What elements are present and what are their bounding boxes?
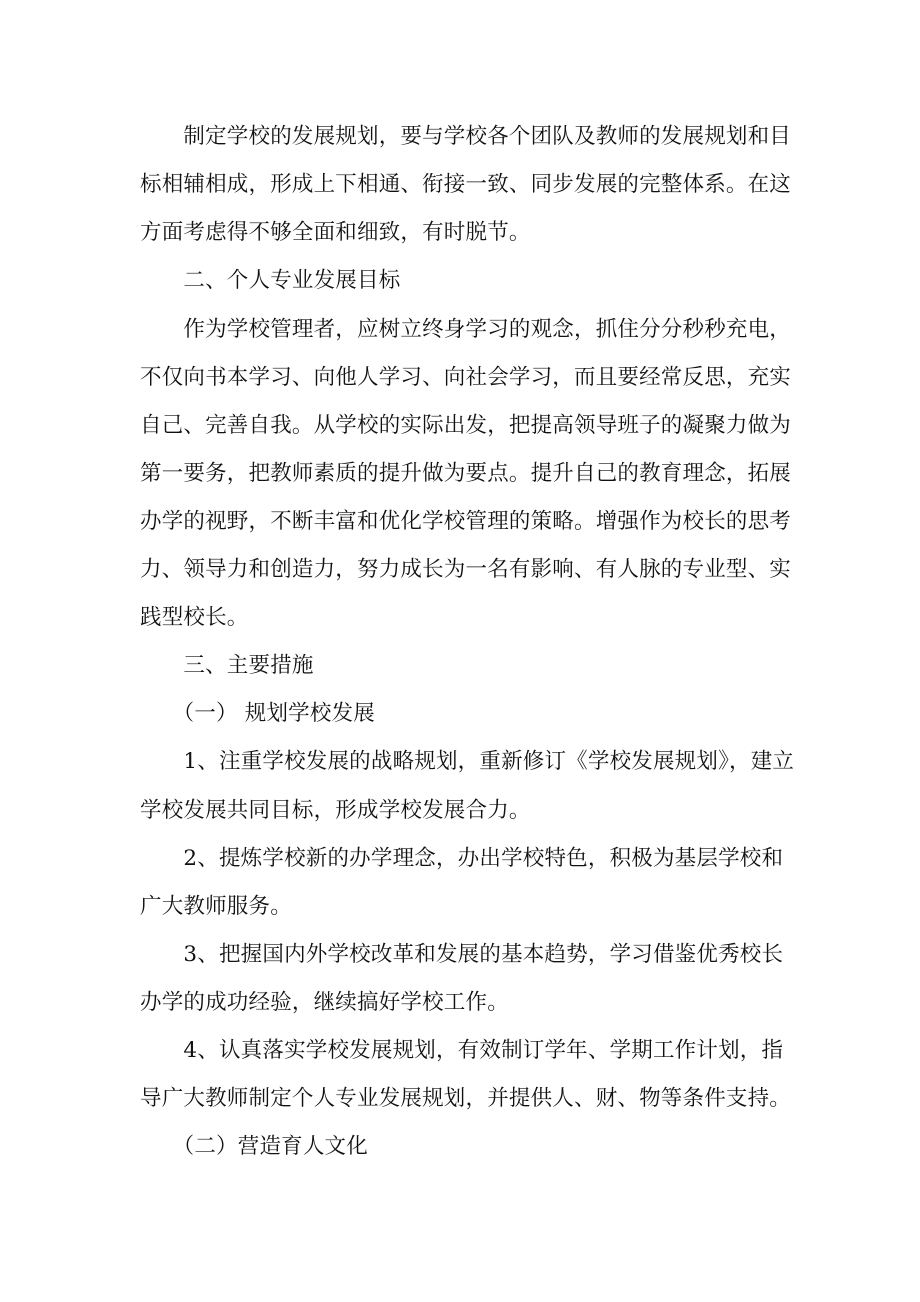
paragraph-line: 制定学校的发展规划，要与学校各个团队及教师的发展规划和目 xyxy=(140,124,792,149)
subsection-heading: （二）营造育人文化 xyxy=(140,1134,368,1159)
paragraph-line: 作为学校管理者，应树立终身学习的观念，抓住分分秒秒充电， xyxy=(140,317,792,342)
paragraph-line: 力、领导力和创造力，努力成长为一名有影响、有人脉的专业型、实 xyxy=(140,557,792,582)
paragraph-line: 自己、完善自我。从学校的实际出发，把提高领导班子的凝聚力做为 xyxy=(140,413,792,438)
paragraph-line: 第一要务，把教师素质的提升做为要点。提升自己的教育理念，拓展 xyxy=(140,461,792,486)
paragraph-line: 践型校长。 xyxy=(140,605,249,630)
paragraph-line: 2、提炼学校新的办学理念，办出学校特色，积极为基层学校和 xyxy=(140,846,784,871)
paragraph-line: 标相辅相成，形成上下相通、衔接一致、同步发展的完整体系。在这 xyxy=(140,172,792,197)
section-heading: 三、主要措施 xyxy=(140,653,314,678)
paragraph-line: 办学的成功经验，继续搞好学校工作。 xyxy=(140,990,509,1015)
paragraph-line: 广大教师服务。 xyxy=(140,894,292,919)
paragraph-line: 不仅向书本学习、向他人学习、向社会学习，而且要经常反思，充实 xyxy=(140,365,792,390)
section-heading: 二、个人专业发展目标 xyxy=(140,268,401,293)
paragraph-line: 导广大教师制定个人专业发展规划，并提供人、财、物等条件支持。 xyxy=(140,1086,792,1111)
subsection-heading: （一） 规划学校发展 xyxy=(140,701,375,726)
paragraph-line: 3、把握国内外学校改革和发展的基本趋势，学习借鉴优秀校长 xyxy=(140,942,784,967)
paragraph-line: 4、认真落实学校发展规划，有效制订学年、学期工作计划，指 xyxy=(140,1038,784,1063)
paragraph-line: 办学的视野，不断丰富和优化学校管理的策略。增强作为校长的思考 xyxy=(140,509,792,534)
paragraph-line: 学校发展共同目标，形成学校发展合力。 xyxy=(140,798,531,823)
paragraph-line: 1、注重学校发展的战略规划，重新修订《学校发展规划》，建立 xyxy=(140,749,795,774)
paragraph-line: 方面考虑得不够全面和细致，有时脱节。 xyxy=(140,220,531,245)
